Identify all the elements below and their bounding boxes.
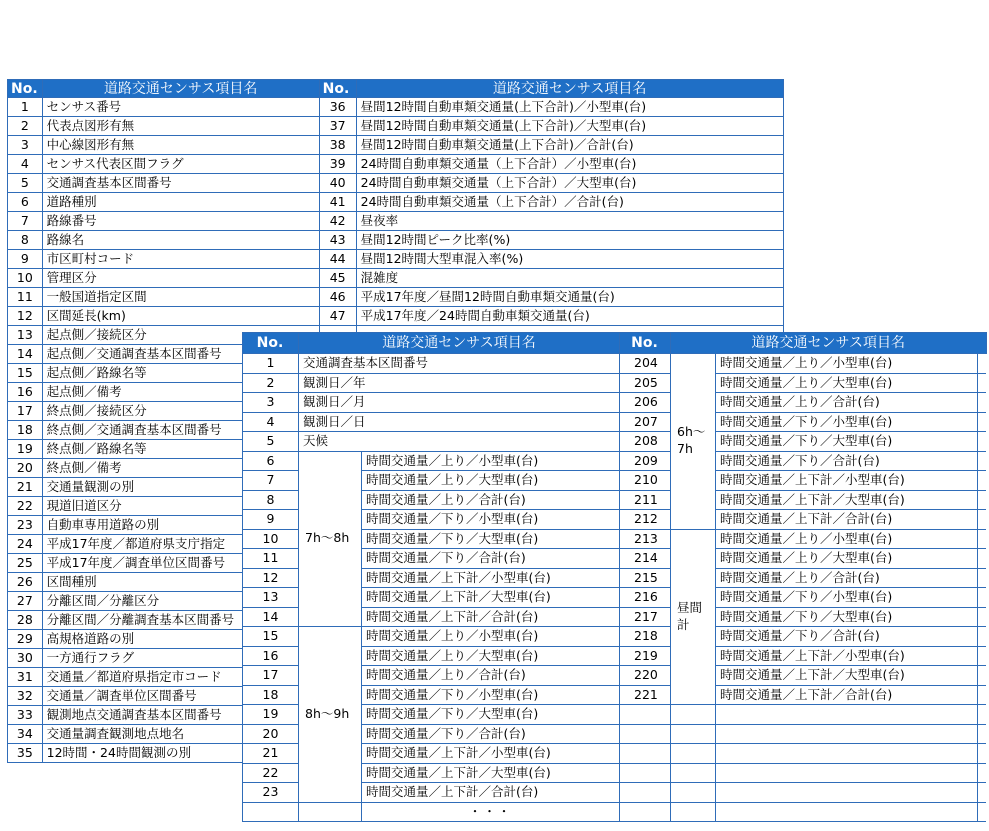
item-name: 天候 — [299, 432, 620, 452]
item-name: 時間交通量／上下計／小型車(台) — [362, 744, 620, 764]
empty-cell — [620, 783, 671, 803]
item-name: 昼夜率 — [356, 212, 783, 231]
item-name: 一方通行フラグ — [42, 649, 319, 668]
table-row — [243, 354, 987, 374]
table-row — [8, 155, 784, 174]
item-name: 時間交通量／上下計／合計(台) — [716, 685, 978, 705]
item-name: 24時間自動車類交通量（上下合計）／合計(台) — [356, 193, 783, 212]
header-item-name: 道路交通センサス項目名 — [299, 333, 620, 354]
item-name: 交通量／都道府県指定市コード — [42, 668, 319, 687]
item-no: 33 — [8, 706, 43, 725]
item-no: 9 — [8, 250, 43, 269]
item-no: 16 — [243, 646, 299, 666]
item-no: 2 — [8, 117, 43, 136]
item-no: 216 — [620, 588, 671, 608]
header-item-name: 道路交通センサス項目名 — [671, 333, 987, 354]
edge-cell — [978, 549, 987, 569]
item-no: 6 — [8, 193, 43, 212]
empty-cell — [671, 744, 716, 764]
item-name: 現道旧道区分 — [42, 497, 319, 516]
item-no: 220 — [620, 666, 671, 686]
item-no: 22 — [8, 497, 43, 516]
item-no: 10 — [8, 269, 43, 288]
table-row — [243, 451, 987, 471]
item-no: 218 — [620, 627, 671, 647]
item-no: 211 — [620, 490, 671, 510]
item-no: 11 — [243, 549, 299, 569]
item-no: 31 — [8, 668, 43, 687]
item-no: 212 — [620, 510, 671, 530]
census-items-table-2 — [242, 332, 987, 822]
item-name: 管理区分 — [42, 269, 319, 288]
item-name: 終点側／交通調査基本区間番号 — [42, 421, 319, 440]
item-name: 観測日／日 — [299, 412, 620, 432]
item-name: 一般国道指定区間 — [42, 288, 319, 307]
item-no: 25 — [8, 554, 43, 573]
edge-cell — [978, 763, 987, 783]
item-no: 10 — [243, 529, 299, 549]
item-no: 1 — [8, 98, 43, 117]
item-name: 平成17年度／24時間自動車類交通量(台) — [356, 307, 783, 326]
edge-cell — [978, 510, 987, 530]
edge-cell — [978, 373, 987, 393]
item-no: 221 — [620, 685, 671, 705]
empty-cell — [716, 744, 978, 764]
edge-cell — [978, 529, 987, 549]
item-name: 終点側／路線名等 — [42, 440, 319, 459]
empty-cell — [671, 763, 716, 783]
item-no: 8 — [243, 490, 299, 510]
item-name: 時間交通量／下り／大型車(台) — [716, 432, 978, 452]
header-no: No. — [243, 333, 299, 354]
empty-cell — [716, 763, 978, 783]
edge-cell — [978, 607, 987, 627]
edge-cell — [978, 666, 987, 686]
item-no: 19 — [8, 440, 43, 459]
item-no: 210 — [620, 471, 671, 491]
item-name: 時間交通量／上り／大型車(台) — [362, 646, 620, 666]
header-no: No. — [8, 80, 43, 98]
item-no: 32 — [8, 687, 43, 706]
item-name: 時間交通量／上り／合計(台) — [362, 666, 620, 686]
item-name: 起点側／交通調査基本区間番号 — [42, 345, 319, 364]
item-name: 交通調査基本区間番号 — [42, 174, 319, 193]
item-no: 20 — [243, 724, 299, 744]
header-item-name: 道路交通センサス項目名 — [356, 80, 783, 98]
item-name: 平成17年度／都道府県支庁指定 — [42, 535, 319, 554]
empty-cell — [299, 802, 362, 822]
item-name: 時間交通量／下り／小型車(台) — [716, 412, 978, 432]
item-no: 9 — [243, 510, 299, 530]
table-header-row — [8, 80, 784, 98]
empty-cell — [716, 724, 978, 744]
item-name: 時間交通量／下り／小型車(台) — [362, 510, 620, 530]
time-group-label: 7h～8h — [299, 451, 362, 627]
item-no: 44 — [319, 250, 356, 269]
item-name: 時間交通量／上下計／大型車(台) — [362, 588, 620, 608]
item-name: 時間交通量／上下計／小型車(台) — [362, 568, 620, 588]
item-name: 時間交通量／下り／小型車(台) — [716, 588, 978, 608]
empty-cell — [671, 783, 716, 803]
item-no: 23 — [8, 516, 43, 535]
item-no: 214 — [620, 549, 671, 569]
item-no: 12 — [243, 568, 299, 588]
table-row — [8, 117, 784, 136]
item-no: 45 — [319, 269, 356, 288]
item-name: 時間交通量／下り／大型車(台) — [362, 529, 620, 549]
item-name: 起点側／接続区分 — [42, 326, 319, 345]
item-no: 39 — [319, 155, 356, 174]
empty-cell — [620, 763, 671, 783]
item-no: 21 — [8, 478, 43, 497]
item-name: 時間交通量／下り／合計(台) — [362, 724, 620, 744]
item-name: 時間交通量／下り／小型車(台) — [362, 685, 620, 705]
item-no: 11 — [8, 288, 43, 307]
item-no: 14 — [243, 607, 299, 627]
time-group-label: 8h～9h — [299, 627, 362, 803]
edge-cell — [978, 568, 987, 588]
table-row — [8, 269, 784, 288]
item-no: 6 — [243, 451, 299, 471]
item-no: 46 — [319, 288, 356, 307]
item-no: 208 — [620, 432, 671, 452]
item-name: センサス代表区間フラグ — [42, 155, 319, 174]
item-no: 47 — [319, 307, 356, 326]
item-name: 時間交通量／上り／合計(台) — [716, 393, 978, 413]
item-no: 13 — [243, 588, 299, 608]
table-row — [8, 193, 784, 212]
item-no: 7 — [243, 471, 299, 491]
edge-cell — [978, 490, 987, 510]
table-header-row — [243, 333, 987, 354]
edge-cell — [978, 354, 987, 374]
item-no: 29 — [8, 630, 43, 649]
item-name: 時間交通量／下り／合計(台) — [716, 627, 978, 647]
header-no: No. — [319, 80, 356, 98]
item-name: 時間交通量／上り／合計(台) — [716, 568, 978, 588]
item-name: 時間交通量／下り／合計(台) — [716, 451, 978, 471]
item-name: 観測地点交通調査基本区間番号 — [42, 706, 319, 725]
item-name: 起点側／備考 — [42, 383, 319, 402]
header-no: No. — [620, 333, 671, 354]
item-name: 道路種別 — [42, 193, 319, 212]
empty-cell — [716, 802, 978, 822]
item-name: 中心線図形有無 — [42, 136, 319, 155]
table-row — [243, 412, 987, 432]
item-no — [243, 802, 299, 822]
item-name: 12時間・24時間観測の別 — [42, 744, 319, 763]
item-name: センサス番号 — [42, 98, 319, 117]
time-group-label: 昼間計 — [671, 529, 716, 705]
item-name: 交通量／調査単位区間番号 — [42, 687, 319, 706]
table-row — [243, 432, 987, 452]
empty-cell — [620, 705, 671, 725]
item-no: 7 — [8, 212, 43, 231]
edge-cell — [978, 646, 987, 666]
item-name: 時間交通量／上り／大型車(台) — [716, 549, 978, 569]
edge-cell — [978, 705, 987, 725]
item-no: 4 — [8, 155, 43, 174]
edge-cell — [978, 685, 987, 705]
item-no: 17 — [8, 402, 43, 421]
item-name: 代表点図形有無 — [42, 117, 319, 136]
item-name: 区間延長(km) — [42, 307, 319, 326]
item-no: 8 — [8, 231, 43, 250]
item-no: 207 — [620, 412, 671, 432]
table-row — [243, 373, 987, 393]
item-name: 観測日／月 — [299, 393, 620, 413]
edge-cell — [978, 393, 987, 413]
header-item-name: 道路交通センサス項目名 — [42, 80, 319, 98]
time-group-label: 6h～7h — [671, 354, 716, 530]
item-no: 2 — [243, 373, 299, 393]
item-name: 自動車専用道路の別 — [42, 516, 319, 535]
table-row — [8, 174, 784, 193]
empty-cell — [671, 705, 716, 725]
item-name: 昼間12時間ピーク比率(%) — [356, 231, 783, 250]
item-name: 時間交通量／上り／大型車(台) — [362, 471, 620, 491]
item-name: 時間交通量／上下計／大型車(台) — [716, 666, 978, 686]
item-no: 17 — [243, 666, 299, 686]
item-name: 時間交通量／上下計／小型車(台) — [716, 471, 978, 491]
empty-cell — [620, 744, 671, 764]
item-no: 1 — [243, 354, 299, 374]
edge-cell — [978, 451, 987, 471]
item-no: 19 — [243, 705, 299, 725]
item-no: 3 — [8, 136, 43, 155]
item-name: 24時間自動車類交通量（上下合計）／小型車(台) — [356, 155, 783, 174]
item-name: 分離区間／分離区分 — [42, 592, 319, 611]
item-name: 時間交通量／上下計／大型車(台) — [716, 490, 978, 510]
item-name: 昼間12時間自動車類交通量(上下合計)／合計(台) — [356, 136, 783, 155]
item-name: 起点側／路線名等 — [42, 364, 319, 383]
item-no: 41 — [319, 193, 356, 212]
edge-cell — [978, 412, 987, 432]
item-name: 時間交通量／上下計／合計(台) — [362, 783, 620, 803]
item-name: 高規格道路の別 — [42, 630, 319, 649]
item-no: 38 — [319, 136, 356, 155]
item-name: 交通量調査観測地点地名 — [42, 725, 319, 744]
item-name: 路線番号 — [42, 212, 319, 231]
item-no: 36 — [319, 98, 356, 117]
edge-cell — [978, 802, 987, 822]
table-row — [243, 802, 987, 822]
item-no: 15 — [243, 627, 299, 647]
item-name: 観測日／年 — [299, 373, 620, 393]
item-name: 終点側／備考 — [42, 459, 319, 478]
item-no: 16 — [8, 383, 43, 402]
item-name: 時間交通量／下り／合計(台) — [362, 549, 620, 569]
item-no: 215 — [620, 568, 671, 588]
table-row — [8, 98, 784, 117]
table-row — [8, 212, 784, 231]
item-no: 40 — [319, 174, 356, 193]
item-no: 13 — [8, 326, 43, 345]
edge-cell — [978, 588, 987, 608]
item-name: 分離区間／分離調査基本区間番号 — [42, 611, 319, 630]
edge-cell — [978, 432, 987, 452]
table-row — [243, 393, 987, 413]
item-no: 14 — [8, 345, 43, 364]
item-name: 時間交通量／上下計／大型車(台) — [362, 763, 620, 783]
item-no: 22 — [243, 763, 299, 783]
empty-cell — [716, 705, 978, 725]
empty-cell — [716, 783, 978, 803]
table-row — [8, 307, 784, 326]
table-row — [8, 231, 784, 250]
item-no: 219 — [620, 646, 671, 666]
edge-cell — [978, 627, 987, 647]
item-no: 30 — [8, 649, 43, 668]
item-no: 42 — [319, 212, 356, 231]
item-name: 時間交通量／上り／小型車(台) — [362, 627, 620, 647]
item-name: 時間交通量／上り／小型車(台) — [362, 451, 620, 471]
table-row — [8, 288, 784, 307]
item-name: 昼間12時間自動車類交通量(上下合計)／大型車(台) — [356, 117, 783, 136]
item-no: 18 — [243, 685, 299, 705]
item-no: 24 — [8, 535, 43, 554]
item-name: 時間交通量／上下計／合計(台) — [716, 510, 978, 530]
edge-cell — [978, 724, 987, 744]
item-no: 26 — [8, 573, 43, 592]
item-name: 時間交通量／上下計／小型車(台) — [716, 646, 978, 666]
item-no: 206 — [620, 393, 671, 413]
table-row — [243, 627, 987, 647]
item-no: 4 — [243, 412, 299, 432]
item-no: 35 — [8, 744, 43, 763]
item-no: 43 — [319, 231, 356, 250]
item-no: 204 — [620, 354, 671, 374]
item-no: 37 — [319, 117, 356, 136]
item-no: 27 — [8, 592, 43, 611]
table-row — [8, 250, 784, 269]
item-no: 5 — [243, 432, 299, 452]
item-name: 平成17年度／昼間12時間自動車類交通量(台) — [356, 288, 783, 307]
item-no: 209 — [620, 451, 671, 471]
item-no: 3 — [243, 393, 299, 413]
empty-cell — [671, 724, 716, 744]
item-name: 昼間12時間大型車混入率(%) — [356, 250, 783, 269]
item-no: 20 — [8, 459, 43, 478]
item-no: 34 — [8, 725, 43, 744]
item-name: 24時間自動車類交通量（上下合計）／大型車(台) — [356, 174, 783, 193]
item-no: 12 — [8, 307, 43, 326]
item-no: 15 — [8, 364, 43, 383]
empty-cell — [620, 724, 671, 744]
item-name: 時間交通量／上下計／合計(台) — [362, 607, 620, 627]
item-name: 交通調査基本区間番号 — [299, 354, 620, 374]
edge-cell — [978, 744, 987, 764]
ellipsis: ・・・ — [362, 802, 620, 822]
item-no: 18 — [8, 421, 43, 440]
item-no: 213 — [620, 529, 671, 549]
item-name: 時間交通量／上り／小型車(台) — [716, 354, 978, 374]
item-no: 28 — [8, 611, 43, 630]
item-name: 時間交通量／上り／大型車(台) — [716, 373, 978, 393]
item-name: 区間種別 — [42, 573, 319, 592]
item-name: 昼間12時間自動車類交通量(上下合計)／小型車(台) — [356, 98, 783, 117]
item-name: 混雑度 — [356, 269, 783, 288]
item-no: 23 — [243, 783, 299, 803]
table-row — [8, 136, 784, 155]
empty-cell — [671, 802, 716, 822]
item-no: 217 — [620, 607, 671, 627]
item-name: 時間交通量／上り／小型車(台) — [716, 529, 978, 549]
empty-cell — [620, 802, 671, 822]
item-name: 市区町村コード — [42, 250, 319, 269]
item-name: 交通量観測の別 — [42, 478, 319, 497]
item-no: 205 — [620, 373, 671, 393]
item-name: 時間交通量／上り／合計(台) — [362, 490, 620, 510]
item-name: 路線名 — [42, 231, 319, 250]
edge-cell — [978, 471, 987, 491]
item-no: 21 — [243, 744, 299, 764]
item-name: 平成17年度／調査単位区間番号 — [42, 554, 319, 573]
item-name: 時間交通量／下り／大型車(台) — [716, 607, 978, 627]
edge-cell — [978, 783, 987, 803]
item-name: 時間交通量／下り／大型車(台) — [362, 705, 620, 725]
item-name: 終点側／接続区分 — [42, 402, 319, 421]
item-no: 5 — [8, 174, 43, 193]
